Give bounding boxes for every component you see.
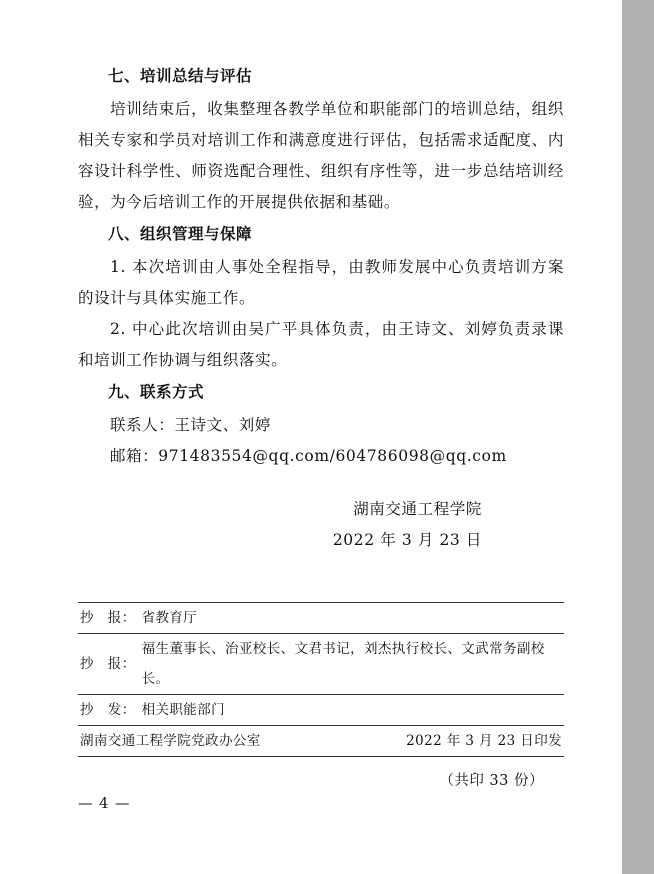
distribution-value-3: 相关职能部门	[141, 702, 226, 718]
section-heading-nine: 九、联系方式	[108, 383, 205, 401]
issue-date: 2022 年 3 月 23 日印发	[406, 733, 562, 749]
contact-email-line: 邮箱：971483554@qq.com/604786098@qq.com	[110, 447, 507, 465]
section-eight-paragraph-1: 1. 本次培训由人事处全程指导，由教师发展中心负责培训方案的设计与具体实施工作。	[78, 258, 564, 307]
page-right-gutter	[622, 0, 654, 874]
distribution-divider-bottom	[78, 756, 564, 757]
distribution-footer	[78, 726, 564, 756]
copies-count: （共印 33 份）	[439, 773, 544, 789]
distribution-label-1: 抄 报：	[80, 610, 136, 626]
distribution-label-2: 抄 报：	[80, 656, 136, 672]
issuing-office: 湖南交通工程学院党政办公室	[80, 733, 261, 749]
distribution-row-2	[78, 634, 564, 694]
distribution-block	[78, 602, 564, 790]
distribution-label-3: 抄 发：	[80, 702, 136, 718]
distribution-row-3	[78, 695, 564, 725]
section-eight-paragraph-2: 2. 中心此次培训由吴广平具体负责，由王诗文、刘婷负责录课和培训工作协调与组织落实。	[78, 320, 564, 369]
distribution-value-1: 省教育厅	[141, 610, 198, 626]
signature-block	[78, 494, 564, 556]
section-heading-eight: 八、组织管理与保障	[108, 225, 253, 243]
section-seven-paragraph-1: 培训结束后，收集整理各教学单位和职能部门的培训总结，组织相关专家和学员对培训工作和满意度进行评估，包括需求适配度、内容设计科学性、师资选配合理性、组织有序性等，进一步总结培训经验，为今后培训工作的开展提供依据和基础。	[78, 100, 564, 211]
distribution-row-1	[78, 603, 564, 633]
page-number: — 4 —	[78, 796, 131, 812]
distribution-value-2: 福生董事长、治亚校长、文君书记，刘杰执行校长、文武常务副校长。	[141, 641, 545, 687]
signature-organization: 湖南交通工程学院	[353, 500, 482, 518]
signature-date: 2022 年 3 月 23 日	[332, 531, 482, 549]
contact-person-line: 联系人：王诗文、刘婷	[110, 416, 272, 434]
section-heading-seven: 七、培训总结与评估	[108, 67, 253, 85]
